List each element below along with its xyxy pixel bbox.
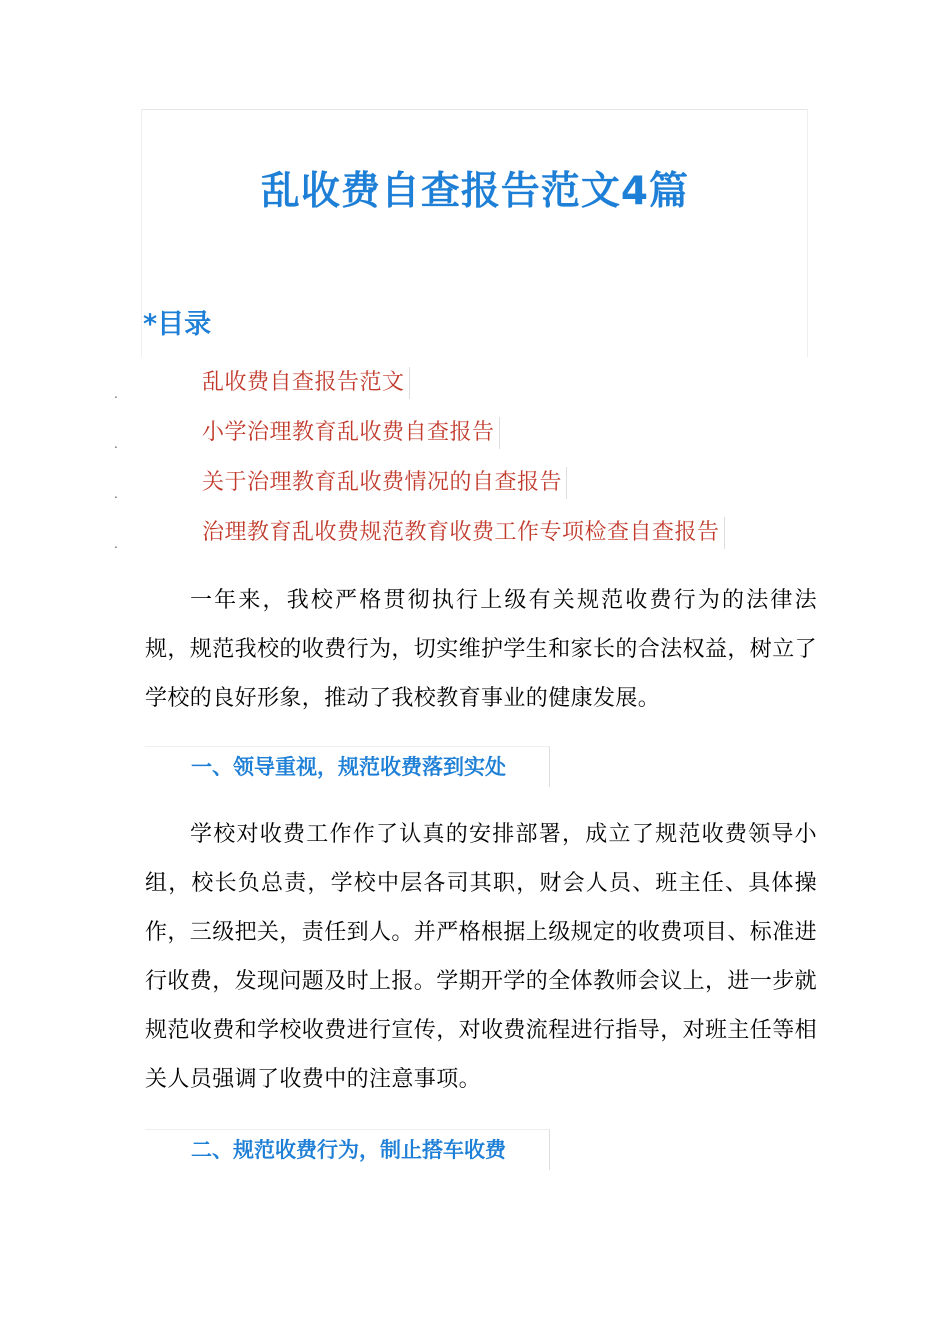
toc-item[interactable] bbox=[114, 358, 834, 408]
toc-item[interactable] bbox=[114, 458, 834, 508]
toc-link-3[interactable]: 关于治理教育乱收费情况的自查报告 bbox=[202, 467, 567, 499]
section-1-heading: 一、领导重视，规范收费落到实处 bbox=[145, 746, 550, 787]
document-title: 乱收费自查报告范文4篇 bbox=[260, 169, 690, 214]
toc-bullet: . bbox=[114, 437, 118, 451]
toc-link-1[interactable]: 乱收费自查报告范文 bbox=[202, 367, 410, 399]
toc-item[interactable] bbox=[114, 508, 834, 558]
intro-paragraph: 一年来，我校严格贯彻执行上级有关规范收费行为的法律法规，规范我校的收费行为，切实维护学生和家长的合法权益，树立了学校的良好形象，推动了我校教育事业的健康发展。 bbox=[145, 588, 818, 711]
toc-item[interactable] bbox=[114, 408, 834, 458]
toc-bullet: . bbox=[114, 537, 118, 551]
toc-link-2[interactable]: 小学治理教育乱收费自查报告 bbox=[202, 417, 500, 449]
toc-bullet: . bbox=[114, 487, 118, 501]
section-1-paragraph: 学校对收费工作作了认真的安排部署，成立了规范收费领导小组，校长负总责，学校中层各司其职，财会人员、班主任、具体操作，三级把关，责任到人。并严格根据上级规定的收费项目、标准进行收费，发现问题及时上报。学期开学的全体教师会议上，进一步就规范收费和学校收费进行宣传，对收费流程进行指导，对班主任等相关人员强调了收费中的注意事项。 bbox=[145, 822, 818, 1092]
toc-bullet: . bbox=[114, 387, 118, 401]
toc-list bbox=[114, 358, 834, 558]
toc-heading: *目录 bbox=[143, 309, 212, 340]
toc-link-4[interactable]: 治理教育乱收费规范教育收费工作专项检查自查报告 bbox=[202, 517, 725, 549]
section-2-heading: 二、规范收费行为，制止搭车收费 bbox=[145, 1129, 550, 1170]
page-frame bbox=[141, 109, 808, 357]
